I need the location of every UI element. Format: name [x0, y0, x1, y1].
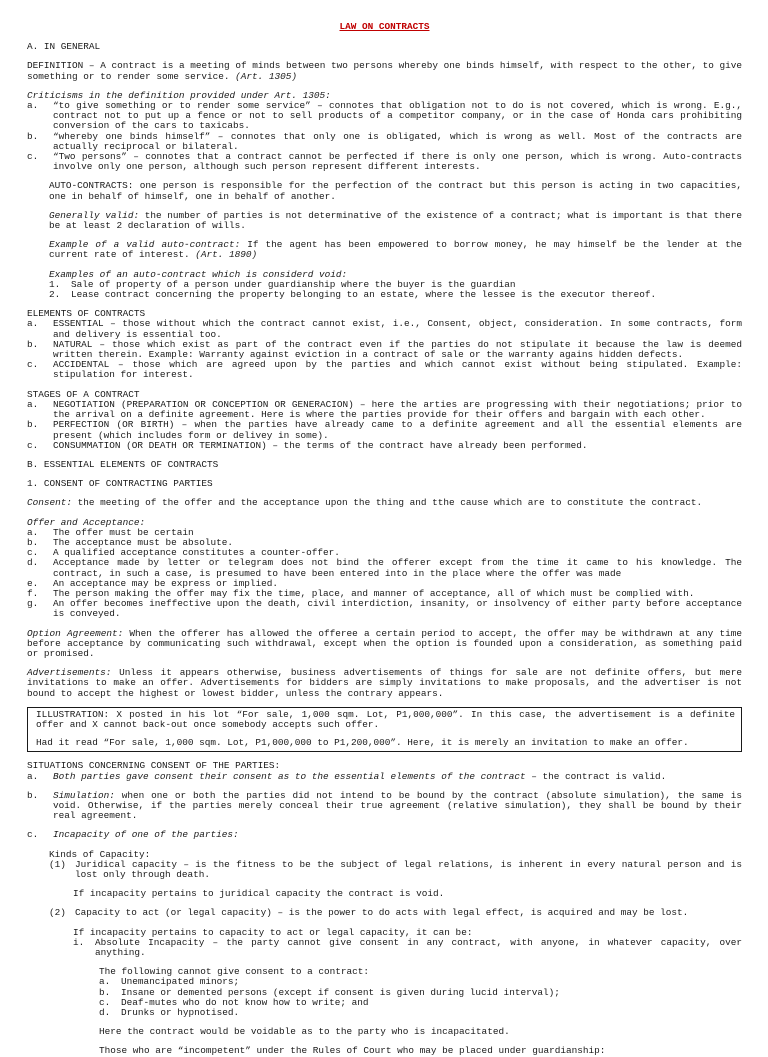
- stages-list: [27, 400, 742, 451]
- list-item: c. CONSUMMATION (OR DEATH OR TERMINATION) – the terms of the contract have already been performed.: [27, 439, 588, 451]
- list-item: c. “Two persons” – connotes that a contract cannot be perfected if there is only one person, which is wrong. Auto-contracts involve only one person, although such person represent different interests.: [27, 151, 742, 173]
- list-item: b. PERFECTION (OR BIRTH) – when the parties have already came to a definite agreement and all the essential elements are present (which includes form or delivey in some).: [27, 419, 742, 441]
- list-item: c. Deaf-mutes who do not know how to write; and: [99, 996, 369, 1008]
- illustration-text: ILLUSTRATION: X posted in his lot “For sale, 1,000 sqm. Lot, P1,000,000”. In this case, the advertisement is a definite offer and X cannot back-out once somebody accepts such offer.: [36, 708, 735, 730]
- consent-paragraph: Consent: the meeting of the offer and the acceptance upon the thing and tthe cause which are to constitute the contract.: [27, 497, 703, 509]
- section-b1-heading: 1. CONSENT OF CONTRACTING PARTIES: [27, 478, 213, 490]
- criticisms-heading: Criticisms in the definition provided under Art. 1305:: [27, 89, 331, 101]
- list-item: (1) Juridical capacity – is the fitness to be the subject of legal relations, is inherent in every natural person and is lost only through death.: [49, 858, 742, 880]
- offer-list: [27, 528, 742, 620]
- cannot-give-consent-list: [99, 977, 742, 1018]
- list-item: (2) Capacity to act (or legal capacity) – is the power to do acts with legal effect, is acquired and may be lost.: [49, 907, 689, 919]
- valid-auto-contract-example: Example of a valid auto-contract: If the agent has been empowered to borrow money, he may himself be the lender at the current rate of interest. (Art. 1890): [49, 239, 743, 261]
- cannot-give-consent-heading: The following cannot give consent to a contract:: [99, 966, 370, 978]
- list-item: f. The person making the offer may fix the time, place, and manner of acceptance, all of which must be complied with.: [27, 587, 695, 599]
- section-a-heading: A. IN GENERAL: [27, 41, 101, 53]
- definition-ref: (Art. 1305): [235, 70, 298, 82]
- elements-list: [27, 319, 742, 380]
- voidable-note: Here the contract would be voidable as to the party who is incapacitated.: [99, 1026, 510, 1038]
- list-item: c. A qualified acceptance constitutes a counter-offer.: [27, 547, 340, 559]
- list-item: e. An acceptance may be express or implied.: [27, 577, 279, 589]
- list-item: 1. Sale of property of a person under guardianship where the buyer is the guardian: [49, 278, 516, 290]
- criticisms-list: [27, 101, 742, 172]
- offer-heading: Offer and Acceptance:: [27, 516, 146, 528]
- situations-heading: SITUATIONS CONCERNING CONSENT OF THE PARTIES:: [27, 760, 281, 772]
- list-item: 2. Lease contract concerning the property belonging to an estate, where the lessee is the executor thereof.: [49, 289, 657, 301]
- list-item: a. Both parties gave consent their consent as to the essential elements of the contract – the contract is valid.: [27, 770, 667, 782]
- option-agreement-paragraph: Option Agreement: When the offerer has allowed the offeree a certain period to accept, the offer may be withdrawn at any time before acceptance by communicating such withdrawal, except when the option is founded upon a consideration, as something paid or promised.: [27, 627, 742, 659]
- list-item: a. Unemancipated minors;: [99, 976, 240, 988]
- kinds-of-capacity-heading: Kinds of Capacity:: [49, 848, 151, 860]
- elements-heading: ELEMENTS OF CONTRACTS: [27, 308, 146, 320]
- definition-paragraph: [27, 61, 742, 81]
- incompetent-note: Those who are “incompetent” under the Rules of Court who may be placed under guardianship:: [99, 1045, 606, 1057]
- advertisements-paragraph: Advertisements: Unless it appears otherwise, business advertisements of things for sale are not definite offers, but mere invitations to make an offer. Advertisements for bidders are simply invitations to make proposals, and the advertiser is not bound to accept the highest or lowest bidder, unless the contrary appears.: [27, 667, 742, 699]
- list-item: a. NEGOTIATION (PREPARATION OR CONCEPTION OR GENERACION) – here the arties are progressing with their negotiations; prior to the arrival on a definite agreement. Here is where the parties provide for their offers and bargain with each other.: [27, 398, 742, 421]
- document-title: LAW ON CONTRACTS: [339, 21, 430, 32]
- definition-text: – A contract is a meeting of minds between two persons whereby one binds himself, with respect to the other, to give something or to render some service.: [27, 60, 742, 82]
- list-item: b. The acceptance must be absolute.: [27, 536, 234, 548]
- void-examples-list: [49, 280, 742, 300]
- list-item: a. ESSENTIAL – those without which the contract cannot exist, i.e., Consent, object, consideration. In some contracts, form and delivery is essential too.: [27, 318, 742, 340]
- list-item: b. Simulation: when one or both the parties did not intend to be bound by the contract (absolute simulation), the same is void. Otherwise, if the parties merely conceal their true agreement (relative simulation), they shall be bound by their real agreement.: [27, 789, 742, 822]
- void-examples-heading: Examples of an auto-contract which is considerd void:: [49, 268, 348, 280]
- list-item: b. NATURAL – those which exist as part of the contract even if the parties do not stipulate it because the law is deemed written therein. Example: Warranty against eviction in a contract of sale or the warranty agains hidden defects.: [27, 338, 742, 361]
- stages-heading: STAGES OF A CONTRACT: [27, 388, 140, 400]
- illustration-note: Had it read “For sale, 1,000 sqm. Lot, P1,000,000 to P1,200,000”. Here, it is merely an invitation to make an offer.: [36, 737, 689, 749]
- juridical-capacity-note: If incapacity pertains to juridical capacity the contract is void.: [73, 888, 445, 900]
- list-item: c. Incapacity of one of the parties:: [27, 829, 239, 841]
- list-item: a. The offer must be certain: [27, 526, 194, 538]
- list-item: b. Insane or demented persons (except if consent is given during lucid interval);: [99, 986, 560, 998]
- list-item: i. Absolute Incapacity – the party cannot give consent in any contract, with anyone, in whatever capacity, over anything.: [73, 936, 742, 959]
- capacity-to-act-note: If incapacity pertains to capacity to act or legal capacity, it can be:: [73, 926, 473, 938]
- illustration-box: [27, 707, 742, 753]
- generally-valid-paragraph: Generally valid: the number of parties is not determinative of the existence of a contract; what is important is that there be at least 2 declaration of wills.: [49, 209, 743, 232]
- list-item: c. ACCIDENTAL – those which are agreed upon by the parties and which cannot exist without being stipulated. Example: stipulation for interest.: [27, 359, 742, 381]
- list-item: d. Drunks or hypnotised.: [99, 1007, 240, 1019]
- definition-lead: DEFINITION: [27, 60, 84, 72]
- list-item: b. “whereby one binds himself” – connotes that only one is obligated, which is wrong as well. Most of the contracts are actually reciprocal or bilateral.: [27, 130, 742, 152]
- list-item: a. “to give something or to render some service” – connotes that obligation not to do is not covered, which is wrong. E.g., contract not to put up a fence or not to sell products of a competitor company, or in the case of Honda cars prohibiting conversion of the cars to taxicabs.: [27, 100, 742, 132]
- auto-contracts-paragraph: AUTO-CONTRACTS: one person is responsible for the perfection of the contract but this person is acting in two capacities, one in behalf of himself, one in behalf of another.: [49, 180, 742, 202]
- list-item: d. Acceptance made by letter or telegram does not bind the offerer except from the time it came to his knowledge. The contract, in such a case, is presumed to have been entered into in the place where the offer was made: [27, 557, 742, 579]
- section-b-heading: B. ESSENTIAL ELEMENTS OF CONTRACTS: [27, 458, 219, 470]
- list-item: g. An offer becomes ineffective upon the death, civil interdiction, insanity, or insolvency of either party before acceptance is conveyed.: [27, 598, 742, 620]
